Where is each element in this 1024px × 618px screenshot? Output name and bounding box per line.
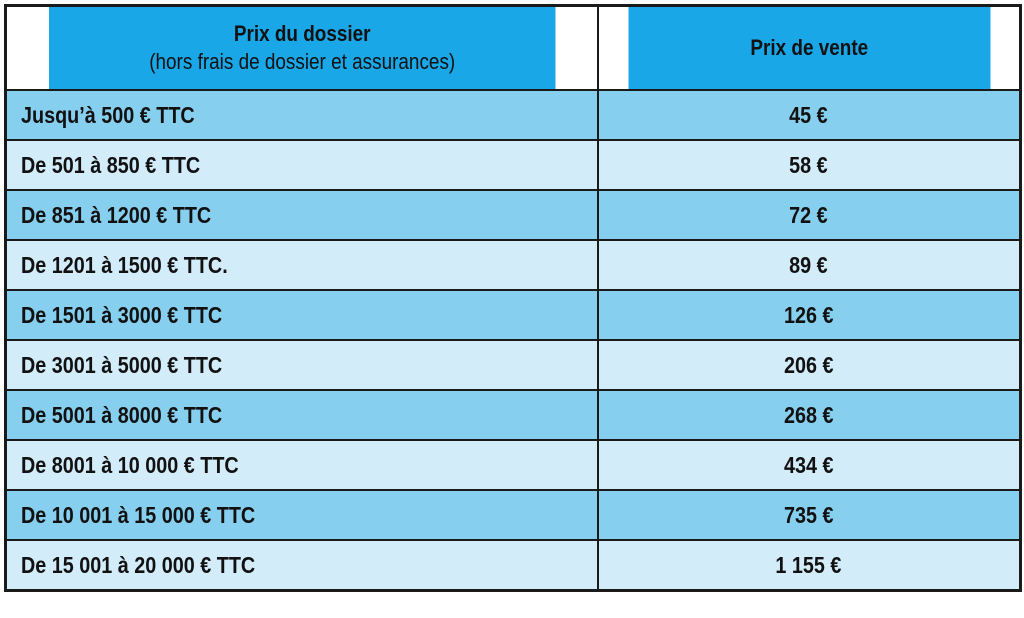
table-row (6, 290, 1021, 340)
price-text: 735 € (783, 501, 834, 528)
price-text: 126 € (783, 301, 834, 328)
range-text: De 15 001 à 20 000 € TTC (21, 551, 256, 578)
range-text: Jusqu’à 500 € TTC (21, 101, 195, 128)
price-cell (598, 440, 1021, 490)
range-cell (6, 390, 598, 440)
price-text: 1 155 € (775, 551, 842, 578)
price-text: 434 € (783, 451, 834, 478)
price-cell (598, 390, 1021, 440)
price-text: 45 € (789, 101, 828, 128)
table-row (6, 540, 1021, 591)
table-row (6, 390, 1021, 440)
price-text: 206 € (783, 351, 834, 378)
header-cell-prix-du-dossier (47, 6, 556, 91)
table-body (6, 90, 1021, 591)
range-cell (6, 540, 598, 591)
price-cell (598, 490, 1021, 540)
header-title-prix-du-dossier: Prix du dossier (233, 21, 371, 46)
range-text: De 1501 à 3000 € TTC (21, 301, 223, 328)
table-row (6, 190, 1021, 240)
price-text: 72 € (789, 201, 828, 228)
range-cell (6, 340, 598, 390)
range-cell (6, 440, 598, 490)
range-cell (6, 190, 598, 240)
price-text: 89 € (789, 251, 828, 278)
table-row (6, 440, 1021, 490)
header-subtitle-hors-frais: (hors frais de dossier et assurances) (148, 49, 455, 74)
range-text: De 5001 à 8000 € TTC (21, 401, 223, 428)
range-text: De 8001 à 10 000 € TTC (21, 451, 239, 478)
price-cell (598, 290, 1021, 340)
price-cell (598, 240, 1021, 290)
price-cell (598, 90, 1021, 140)
header-cell-prix-de-vente (627, 6, 991, 91)
price-text: 58 € (789, 151, 828, 178)
range-text: De 851 à 1200 € TTC (21, 201, 212, 228)
table-row (6, 340, 1021, 390)
range-cell (6, 140, 598, 190)
table-row (6, 140, 1021, 190)
table-header (6, 6, 1021, 91)
table-row (6, 490, 1021, 540)
range-cell (6, 490, 598, 540)
range-text: De 10 001 à 15 000 € TTC (21, 501, 256, 528)
price-cell (598, 190, 1021, 240)
range-text: De 501 à 850 € TTC (21, 151, 201, 178)
table-row (6, 90, 1021, 140)
price-text: 268 € (783, 401, 834, 428)
header-row (6, 6, 1021, 91)
price-cell (598, 340, 1021, 390)
range-cell (6, 240, 598, 290)
range-text: De 1201 à 1500 € TTC. (21, 251, 228, 278)
range-text: De 3001 à 5000 € TTC (21, 351, 223, 378)
table-row (6, 240, 1021, 290)
price-cell (598, 140, 1021, 190)
range-cell (6, 290, 598, 340)
header-title-prix-de-vente: Prix de vente (749, 35, 868, 60)
price-table (4, 4, 1022, 592)
price-cell (598, 540, 1021, 591)
range-cell (6, 90, 598, 140)
